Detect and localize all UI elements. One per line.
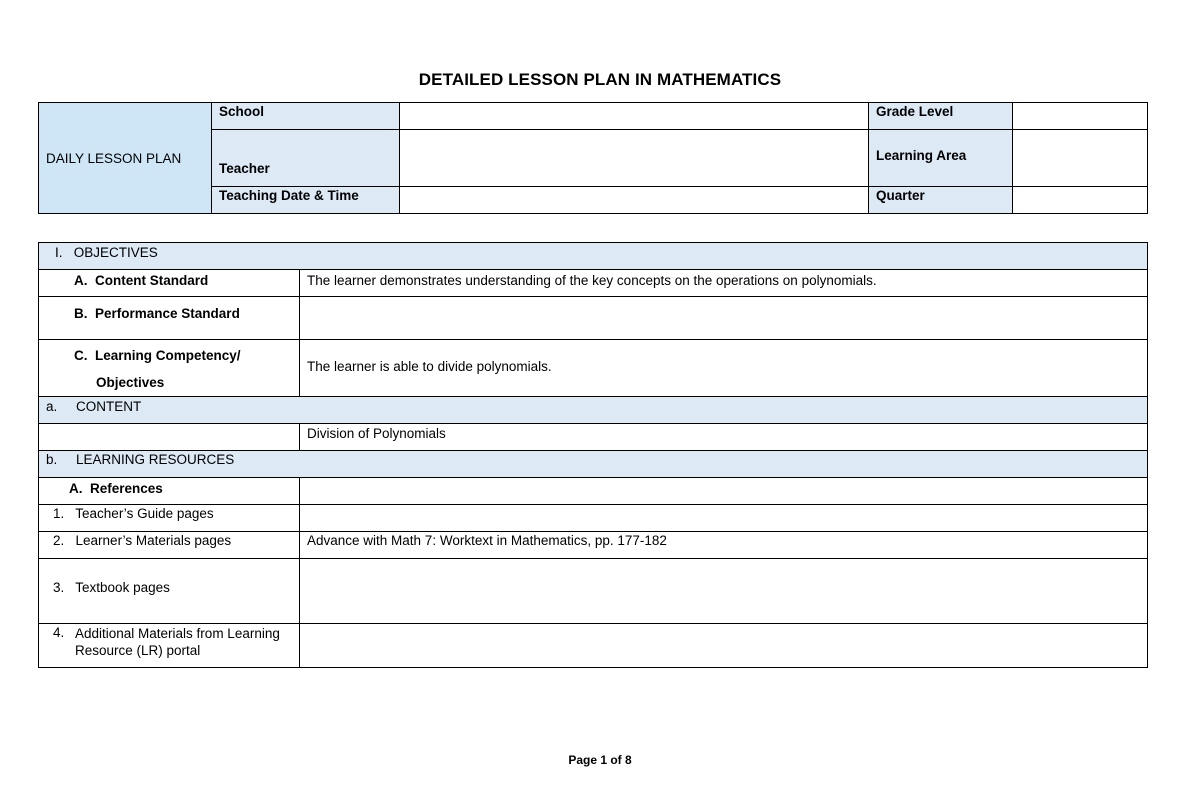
teacher-label-cell bbox=[212, 130, 400, 187]
objectives-heading bbox=[39, 243, 1148, 270]
teaching-date-label: Teaching Date & Time bbox=[219, 188, 359, 203]
quarter-label: Quarter bbox=[876, 188, 925, 203]
teaching-date-field[interactable] bbox=[400, 187, 869, 214]
content-standard-number: A. bbox=[74, 273, 88, 288]
daily-lesson-plan-label: DAILY LESSON PLAN bbox=[46, 150, 182, 166]
resource-item-label: Learner’s Materials pages bbox=[75, 533, 232, 548]
learning-competency-label-cell bbox=[39, 340, 300, 397]
content-heading bbox=[39, 397, 1148, 424]
resource-item-value: Advance with Math 7: Worktext in Mathematics, pp. 177-182 bbox=[300, 532, 1148, 559]
resource-item-teachers-guide bbox=[39, 505, 300, 532]
objectives-number: I. bbox=[55, 245, 63, 260]
school-label: School bbox=[219, 104, 265, 119]
resource-item-number: 4. bbox=[53, 625, 65, 640]
quarter-label-cell bbox=[869, 187, 1013, 214]
resource-item-label: Additional Materials from Learning Resource (LR) portal bbox=[75, 626, 280, 658]
objectives-title: OBJECTIVES bbox=[73, 245, 158, 260]
resource-item-value bbox=[300, 624, 1148, 668]
references-number: A. bbox=[69, 481, 83, 496]
resource-item-number: 2. bbox=[53, 533, 65, 548]
grade-level-label-cell bbox=[869, 103, 1013, 130]
daily-lesson-plan-cell bbox=[39, 103, 212, 214]
resource-item-value bbox=[300, 505, 1148, 532]
content-standard-label: Content Standard bbox=[95, 273, 209, 288]
performance-standard-value bbox=[300, 297, 1148, 340]
teacher-field[interactable] bbox=[400, 130, 869, 187]
learning-resources-title: LEARNING RESOURCES bbox=[76, 452, 235, 467]
performance-standard-label-cell bbox=[39, 297, 300, 340]
school-field[interactable] bbox=[400, 103, 869, 130]
content-title: CONTENT bbox=[76, 399, 142, 414]
resource-item-additional-materials bbox=[39, 624, 300, 668]
header-table bbox=[38, 102, 1148, 214]
resource-item-label: Textbook pages bbox=[75, 579, 170, 595]
resource-item-textbook bbox=[39, 559, 300, 624]
performance-standard-number: B. bbox=[74, 306, 88, 321]
grade-level-label: Grade Level bbox=[876, 104, 954, 119]
content-value: Division of Polynomials bbox=[300, 424, 1148, 451]
content-standard-value: The learner demonstrates understanding of the key concepts on the operations on polynomials. bbox=[300, 270, 1148, 297]
content-standard-label-cell bbox=[39, 270, 300, 297]
references-label-cell bbox=[39, 478, 300, 505]
learning-resources-heading bbox=[39, 451, 1148, 478]
teacher-label: Teacher bbox=[219, 161, 270, 176]
learning-area-label: Learning Area bbox=[876, 147, 967, 163]
performance-standard-label: Performance Standard bbox=[95, 306, 240, 321]
quarter-field[interactable] bbox=[1013, 187, 1148, 214]
page-title: DETAILED LESSON PLAN IN MATHEMATICS bbox=[418, 70, 782, 89]
school-label-cell bbox=[212, 103, 400, 130]
references-label: References bbox=[90, 481, 163, 496]
resource-item-label: Teacher’s Guide pages bbox=[75, 506, 214, 521]
page-footer: Page 1 of 8 bbox=[568, 753, 632, 767]
resource-item-value bbox=[300, 559, 1148, 624]
learning-competency-label: Learning Competency/ bbox=[95, 348, 241, 363]
resource-item-learners-materials bbox=[39, 532, 300, 559]
learning-competency-number: C. bbox=[74, 348, 88, 363]
learning-area-label-cell bbox=[869, 130, 1013, 187]
content-number: a. bbox=[46, 399, 58, 414]
references-value bbox=[300, 478, 1148, 505]
learning-competency-value: The learner is able to divide polynomials. bbox=[300, 340, 1148, 397]
learning-resources-number: b. bbox=[46, 452, 58, 467]
teaching-date-label-cell bbox=[212, 187, 400, 214]
grade-level-field[interactable] bbox=[1013, 103, 1148, 130]
learning-area-field[interactable] bbox=[1013, 130, 1148, 187]
lesson-table bbox=[38, 242, 1148, 668]
resource-item-number: 3. bbox=[53, 579, 65, 595]
resource-item-number: 1. bbox=[53, 506, 65, 521]
content-empty-cell bbox=[39, 424, 300, 451]
learning-competency-label-line2: Objectives bbox=[96, 375, 165, 390]
